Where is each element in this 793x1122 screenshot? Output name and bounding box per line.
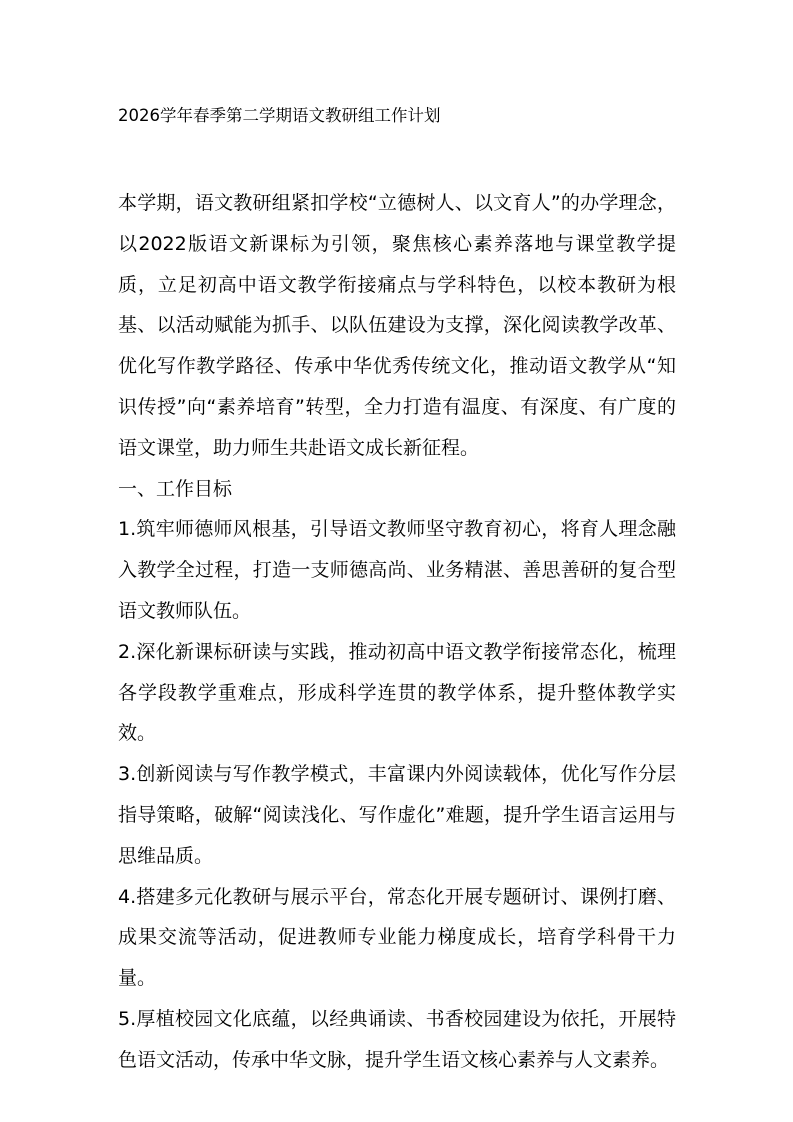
goal-item-3: 3.创新阅读与写作教学模式，丰富课内外阅读载体，优化写作分层指导策略，破解“阅读浅化、写作虚化”难题，提升学生语言运用与思维品质。 [118,763,676,867]
goal-item-2: 2.深化新课标研读与实践，推动初高中语文教学衔接常态化，梳理各学段教学重难点，形成科学连贯的教学体系，提升整体教学实效。 [118,640,676,745]
goal-item-4: 4.搭建多元化教研与展示平台，常态化开展专题研讨、课例打磨、成果交流等活动，促进教师专业能力梯度成长，培育学科骨干力量。 [118,885,676,990]
intro-paragraph: 本学期，语文教研组紧扣学校“立德树人、以文育人”的办学理念，以2022版语文新课标为引领，聚焦核心素养落地与课堂教学提质，立足初高中语文教学衔接痛点与学科特色，以校本教研为根基、以活动赋能为抓手、以队伍建设为支撑，深化阅读教学改革、优化写作教学路径、传承中华优秀传统文化，推动语文教学从“知识传授”向“素养培育”转型，全力打造有温度、有深度、有广度的语文课堂，助力师生共赴语文成长新征程。 [118,192,676,459]
document-body [118,183,676,1081]
section-heading-goals: 一、工作目标 [118,477,233,500]
goal-item-1: 1.筑牢师德师风根基，引导语文教师坚守教育初心，将育人理念融入教学全过程，打造一支师德高尚、业务精湛、善思善研的复合型语文教师队伍。 [118,518,676,622]
document-title: 2026学年春季第二学期语文教研组工作计划 [118,106,441,125]
goal-item-5: 5.厚植校园文化底蕴，以经典诵读、书香校园建设为依托，开展特色语文活动，传承中华文脉，提升学生语文核心素养与人文素养。 [118,1007,676,1071]
